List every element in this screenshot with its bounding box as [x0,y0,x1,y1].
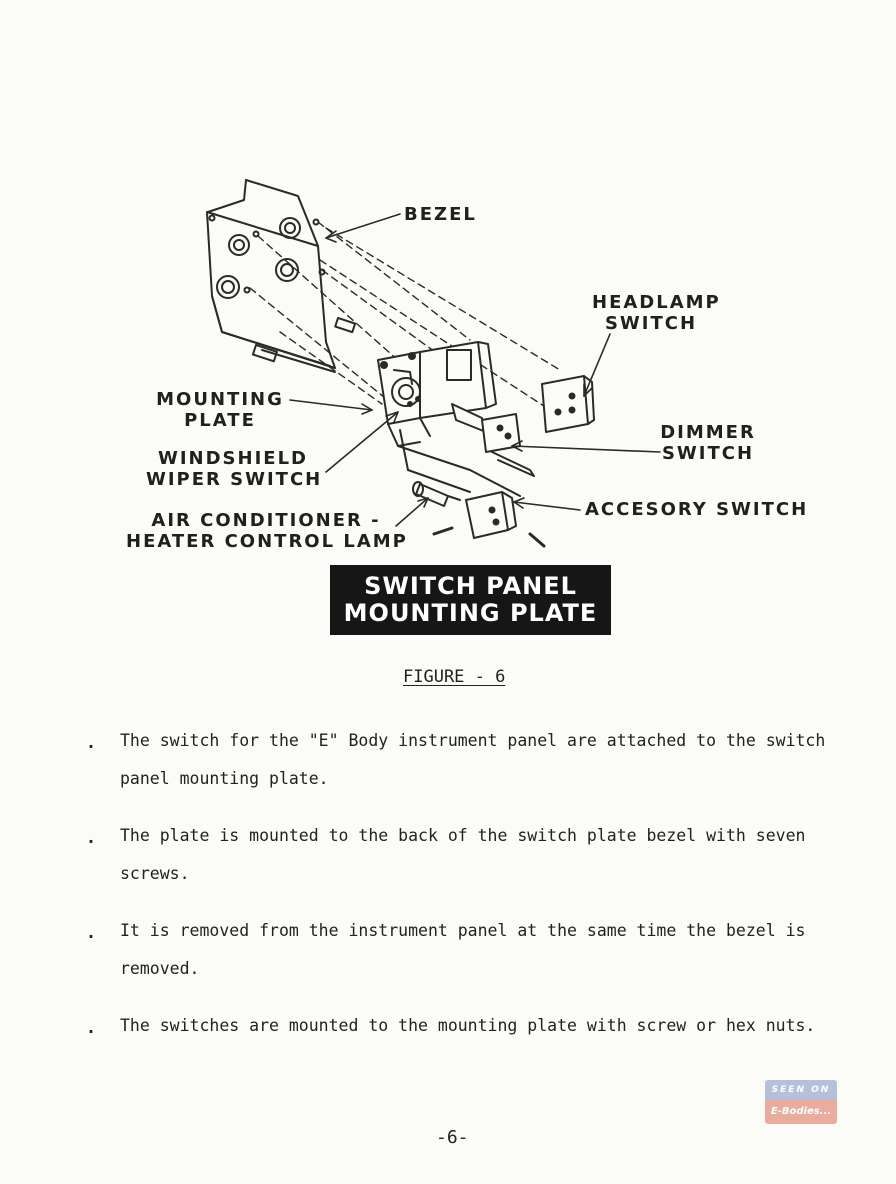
headlamp-switch-label [592,292,721,334]
seen-on-ebodies-logo [765,1080,837,1124]
bullet-text: The plate is mounted to the back of the switch plate bezel with seven screws. [120,826,806,883]
ac-lamp-label-line2: HEATER CONTROL LAMP [126,531,408,552]
bullet-text: The switch for the "E" Body instrument panel are attached to the switch panel mounting plate. [120,731,826,788]
mounting-plate-label-line2: PLATE [184,410,256,431]
accessory-switch-drawing [434,492,544,546]
headlamp-switch-label-line1: HEADLAMP [592,292,721,313]
mounting-plate-label [152,389,288,431]
bullet-dot: . [86,1018,96,1037]
mounting-plate-label-line1: MOUNTING [156,389,284,410]
bullet-text: It is removed from the instrument panel at the same time the bezel is removed. [120,921,806,978]
logo-bottom-text: E-Bodies... [765,1100,837,1124]
bullet-list [84,722,854,1064]
list-item [84,912,854,988]
ac-lamp-label-line1: AIR CONDITIONER - [151,510,381,531]
bezel-drawing [207,180,355,372]
bullet-dot: . [86,923,96,942]
figure-title-line1: SWITCH PANEL [364,572,577,600]
list-item [84,817,854,893]
bullet-dot: . [86,828,96,847]
bullet-text: The switches are mounted to the mounting plate with screw or hex nuts. [120,1016,816,1035]
accessory-switch-label: ACCESORY SWITCH [585,499,809,520]
figure-title-box [330,565,611,635]
wiper-switch-label-line2: WIPER SWITCH [146,469,323,490]
ac-heater-lamp-label [126,510,406,552]
wiper-switch-label-line1: WINDSHIELD [158,448,308,469]
windshield-wiper-switch-label [146,448,323,490]
page-number: -6- [436,1127,469,1148]
figure-caption: FIGURE - 6 [403,667,506,687]
dimmer-switch-label-line1: DIMMER [660,422,756,443]
dimmer-switch-label-line2: SWITCH [661,443,755,464]
figure-title-line2: MOUNTING PLATE [343,599,598,627]
dimmer-switch-label [660,422,756,464]
dimmer-switch-drawing [452,404,534,476]
bullet-dot: . [86,733,96,752]
list-item [84,1007,854,1045]
list-item [84,722,854,798]
headlamp-switch-drawing [542,376,594,432]
bezel-label: BEZEL [404,204,477,225]
headlamp-switch-label-line2: SWITCH [604,313,698,334]
logo-top-text: SEEN ON [765,1080,837,1100]
